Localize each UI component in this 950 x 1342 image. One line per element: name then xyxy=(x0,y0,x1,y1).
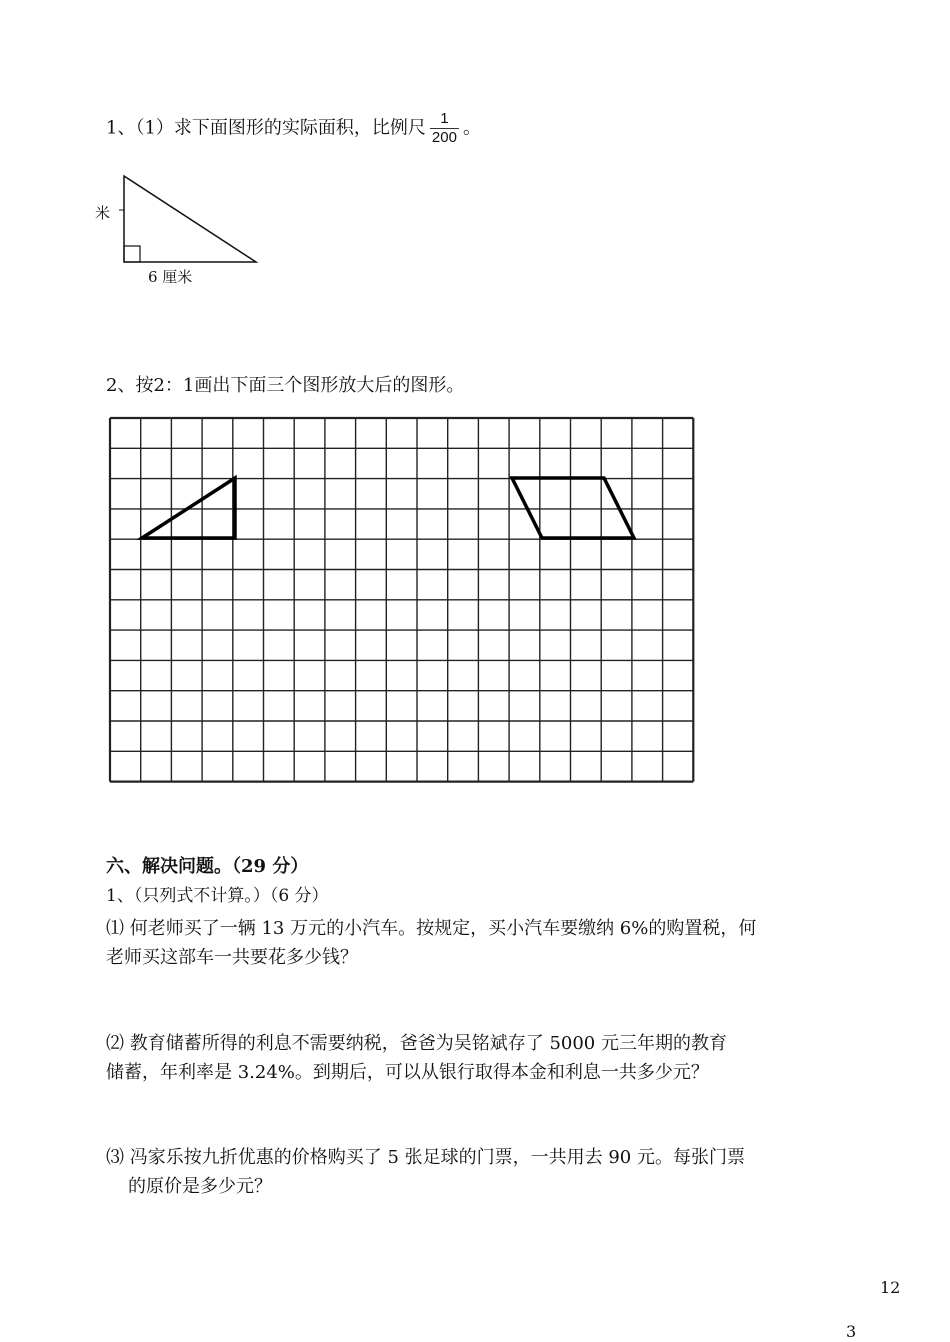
question-1-text: 1、（1）求下面图形的实际面积，比例尺 xyxy=(106,117,426,139)
page-number-current: 3 xyxy=(846,1322,857,1341)
question-1 xyxy=(106,110,481,147)
section-6-title: 六、解决问题。（29 分） xyxy=(106,856,309,877)
parallelogram-shape xyxy=(512,478,634,538)
scale-fraction xyxy=(430,110,459,147)
problem-3 xyxy=(106,1143,866,1201)
right-triangle-figure xyxy=(118,170,268,266)
page-number-total: 12 xyxy=(880,1278,901,1297)
triangle-outline xyxy=(124,176,256,262)
problem-2 xyxy=(106,1029,866,1087)
subsection-1-title: 1、（只列式不计算。）（6 分） xyxy=(106,886,329,906)
problem-3-line-2: 的原价是多少元？ xyxy=(128,1176,272,1197)
triangle-shape xyxy=(142,478,235,538)
question-2-text: 2、按2：1画出下面三个图形放大后的图形。 xyxy=(106,375,465,396)
grid-lines xyxy=(110,418,693,782)
problem-3-line-1: ⑶ 冯家乐按九折优惠的价格购买了 5 张足球的门票，一共用去 90 元。每张门票 xyxy=(106,1147,745,1168)
problem-1-line-2: 老师买这部车一共要花多少钱？ xyxy=(106,947,358,968)
question-1-suffix: 。 xyxy=(462,117,481,139)
problem-1-line-1: ⑴ 何老师买了一辆 13 万元的小汽车。按规定，买小汽车要缴纳 6%的购置税，何 xyxy=(106,918,757,939)
drawing-grid xyxy=(108,416,700,788)
problem-2-line-1: ⑵ 教育储蓄所得的利息不需要纳税，爸爸为吴铭斌存了 5000 元三年期的教育 xyxy=(106,1033,727,1054)
problem-2-line-2: 储蓄，年利率是 3.24%。到期后，可以从银行取得本金和利息一共多少元？ xyxy=(106,1062,709,1083)
triangle-side-label: 米 xyxy=(95,204,111,222)
fraction-numerator: 1 xyxy=(430,110,459,129)
fraction-denominator: 200 xyxy=(431,129,457,146)
right-angle-mark xyxy=(124,246,140,262)
problem-1 xyxy=(106,914,866,972)
triangle-base-label: 6 厘米 xyxy=(148,268,193,286)
